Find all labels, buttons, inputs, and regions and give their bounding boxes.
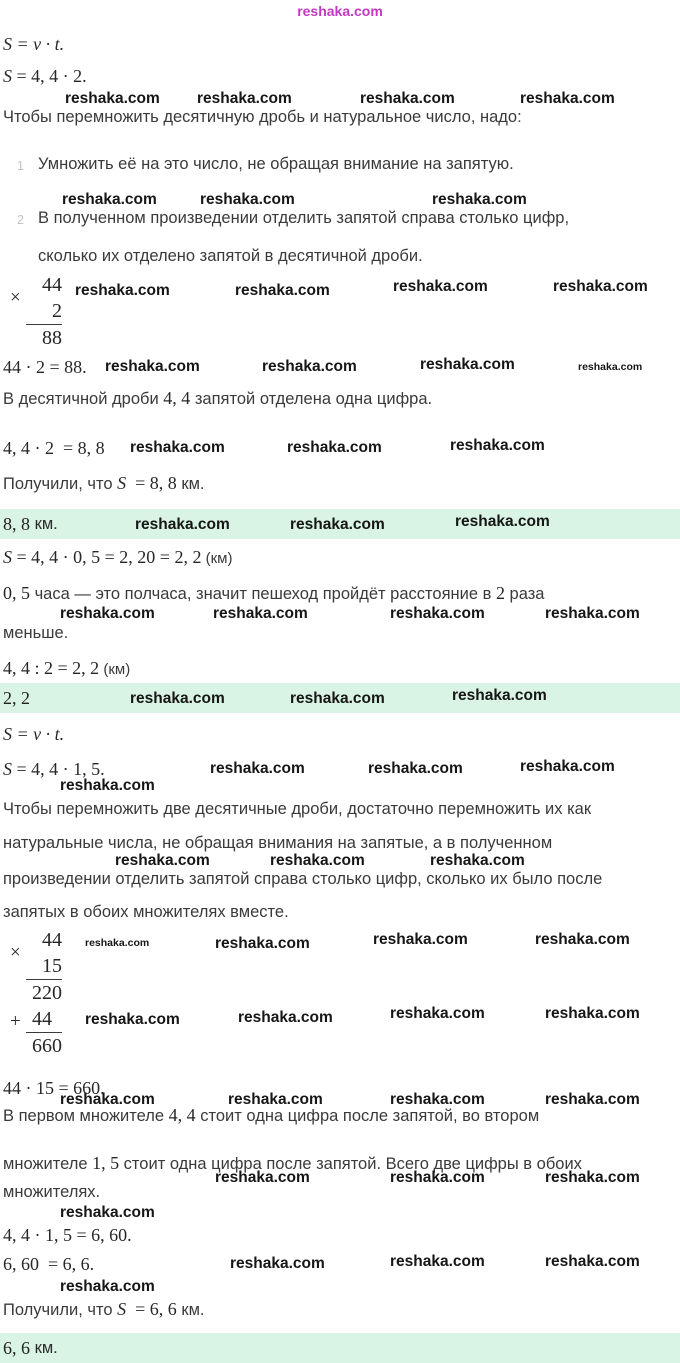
math-var: S [3,547,12,567]
equation-line [0,356,680,378]
watermark-row [0,191,680,208]
watermark: reshaka.com [262,358,357,375]
watermark: reshaka.com [520,758,615,775]
watermark: reshaka.com [200,191,295,208]
watermark: reshaka.com [60,1091,155,1108]
column-multiplication-1 [0,272,680,352]
watermark: reshaka.com [238,1009,333,1026]
equation-660: 44 · 15 = 660. [3,1078,105,1098]
inline-math: 0, 5 [3,583,30,603]
watermark-row [0,777,680,794]
rule-step-1 [0,154,680,177]
answer-box-2 [0,683,680,713]
multiplier: 15 [42,955,62,977]
watermark: reshaka.com [60,777,155,794]
watermark: reshaka.com [545,1253,640,1270]
watermark: reshaka.com [60,1278,155,1295]
formula-distance-2: S = v · t. [3,724,65,744]
note-text: стоит одна цифра после запятой, во втором [195,1107,540,1125]
digits-note-3: множителях. [3,1183,101,1201]
half-hour-note-cont: меньше. [3,624,69,642]
inline-math: 4, 4 [163,388,191,408]
watermark: reshaka.com [545,1005,640,1022]
multiplication-column [26,272,62,351]
note-text: В десятичной дроби [3,390,164,408]
watermark: reshaka.com [60,1204,155,1221]
equation-660-decimal: 4, 4 · 1, 5 = 6, 60. [3,1225,132,1245]
formula-division [0,657,680,681]
watermark: reshaka.com [130,690,225,707]
watermark: reshaka.com [290,516,385,533]
math-var: S [3,66,12,86]
watermark: reshaka.com [390,1091,485,1108]
partial-product-1: 220 [32,982,62,1004]
note-text: В первом множителе [3,1107,169,1125]
rule-two-decimals-3: произведении отделить запятой справа столько цифр, сколько их было после [3,870,603,888]
watermark: reshaka.com [553,278,648,295]
watermark: reshaka.com [578,361,643,373]
math-expr: = 4, 4 · 1, 5. [12,759,105,779]
rule-intro: Чтобы перемножить десятичную дробь и натуральное число, надо: [3,108,522,126]
watermark: reshaka.com [430,852,525,869]
watermark: reshaka.com [135,516,230,533]
watermark: reshaka.com [373,931,468,948]
conclusion-1 [0,473,680,495]
inline-math: S [117,1299,127,1319]
formula-substitution-1 [0,65,680,87]
watermark-row [0,90,680,107]
answer-box-3 [0,1333,680,1363]
site-watermark-top: reshaka.com [297,3,383,19]
watermark: reshaka.com [287,439,382,456]
watermark: reshaka.com [452,687,547,704]
watermark: reshaka.com [368,760,463,777]
watermark: reshaka.com [75,282,170,299]
math-unit: (км) [99,661,131,678]
watermark: reshaka.com [215,935,310,952]
watermark: reshaka.com [520,90,615,107]
inline-math: S [117,473,127,493]
equation: 44 · 2 = 88. [3,357,87,377]
inline-math: = 8, 8 [126,473,177,493]
decimal-note [0,388,680,410]
note-text: запятой отделена одна цифра. [190,390,433,408]
math-expr: = 4, 4 · 0, 5 = 2, 20 = 2, 2 [12,547,202,567]
answer-unit: км. [30,514,58,533]
watermark-row [0,852,680,869]
multiplication-column [26,927,62,1059]
equation: 6, 60 = 6, 6. [3,1254,95,1274]
answer-value: 2, 2 [3,687,30,708]
watermark: reshaka.com [60,605,155,622]
answer-value: 8, 8 [3,513,30,534]
watermark: reshaka.com [197,90,292,107]
product: 88 [42,327,62,349]
watermark-row [0,1204,680,1221]
watermark-row [0,1169,680,1186]
watermark: reshaka.com [115,852,210,869]
product: 660 [32,1035,62,1057]
math-expr: 4, 4 : 2 = 2, 2 [3,658,100,678]
watermark-row [0,605,680,622]
list-text: Умножить её на это число, не обращая внимание на запятую. [38,155,514,173]
plus-sign: + [10,1011,21,1032]
inline-math: 4, 4 [168,1105,196,1125]
partial-product-2: 44 [32,1008,52,1030]
equation-line [0,1253,680,1275]
conclusion-text: Получили, что [3,475,118,493]
equation [0,759,105,779]
multiplicand: 44 [42,929,62,951]
watermark: reshaka.com [390,605,485,622]
answer-box-1 [0,509,680,539]
column-multiplication-2 [0,927,680,1061]
inline-math: = 6, 6 [126,1299,177,1319]
watermark: reshaka.com [290,690,385,707]
watermark: reshaka.com [455,513,550,530]
watermark: reshaka.com [545,1169,640,1186]
conclusion-text: км. [176,1301,205,1319]
rule-two-decimals-2: натуральные числа, не обращая внимания на запятые, а в полученном [3,834,553,852]
watermark: reshaka.com [130,439,225,456]
inline-math: 1, 5 [92,1153,120,1173]
multiply-sign: × [10,287,21,308]
conclusion-text: Получили, что [3,1301,118,1319]
rule-two-decimals-4: запятых в обоих множителях вместе. [3,903,289,921]
inline-math: 2 [495,583,505,603]
watermark: reshaka.com [390,1005,485,1022]
watermark: reshaka.com [545,1091,640,1108]
watermark: reshaka.com [65,90,160,107]
watermark: reshaka.com [105,358,200,375]
list-number: 2 [17,213,24,227]
math-unit: (км) [201,550,233,567]
watermark: reshaka.com [390,1169,485,1186]
rule-two-decimals-1: Чтобы перемножить две десятичные дроби, достаточно перемножить их как [3,800,592,818]
watermark: reshaka.com [85,937,150,949]
conclusion-2 [0,1299,680,1321]
note-text: раза [504,585,545,603]
note-text: стоит одна цифра после запятой. Всего две цифры в обоих [119,1155,582,1173]
multiplier: 2 [52,300,62,322]
half-hour-note [0,583,680,605]
equation: 4, 4 · 2 = 8, 8 [3,438,105,458]
rule-step-2-cont: сколько их отделено запятой в десятичной дроби. [38,247,423,265]
watermark: reshaka.com [230,1255,325,1272]
watermark: reshaka.com [450,437,545,454]
conclusion-text: км. [176,475,205,493]
list-number: 1 [17,159,24,173]
watermark: reshaka.com [393,278,488,295]
watermark: reshaka.com [85,1011,180,1028]
watermark: reshaka.com [210,760,305,777]
watermark: reshaka.com [390,1253,485,1270]
watermark: reshaka.com [432,191,527,208]
watermark: reshaka.com [270,852,365,869]
answer-value: 6, 6 [3,1337,30,1358]
watermark: reshaka.com [360,90,455,107]
watermark: reshaka.com [420,356,515,373]
math-var: S [3,759,12,779]
math-expr: = 4, 4 · 2. [12,66,87,86]
watermark: reshaka.com [62,191,157,208]
watermark: reshaka.com [228,1091,323,1108]
note-text: часа — это полчаса, значит пешеход пройдёт расстояние в [30,585,496,603]
rule-step-2 [0,208,680,231]
watermark: reshaka.com [535,931,630,948]
watermark-row [0,1278,680,1295]
formula-distance: S = v · t. [3,34,65,54]
watermark-row [0,1091,680,1108]
formula-half-hour [0,546,680,570]
equation-line [0,437,680,459]
list-text: В полученном произведении отделить запятой справа столько цифр, [38,209,570,227]
multiplicand: 44 [42,274,62,296]
multiply-sign: × [10,942,21,963]
watermark: reshaka.com [215,1169,310,1186]
watermark: reshaka.com [545,605,640,622]
note-text: множителе [3,1155,93,1173]
answer-unit: км. [30,1338,58,1357]
watermark: reshaka.com [235,282,330,299]
watermark: reshaka.com [213,605,308,622]
